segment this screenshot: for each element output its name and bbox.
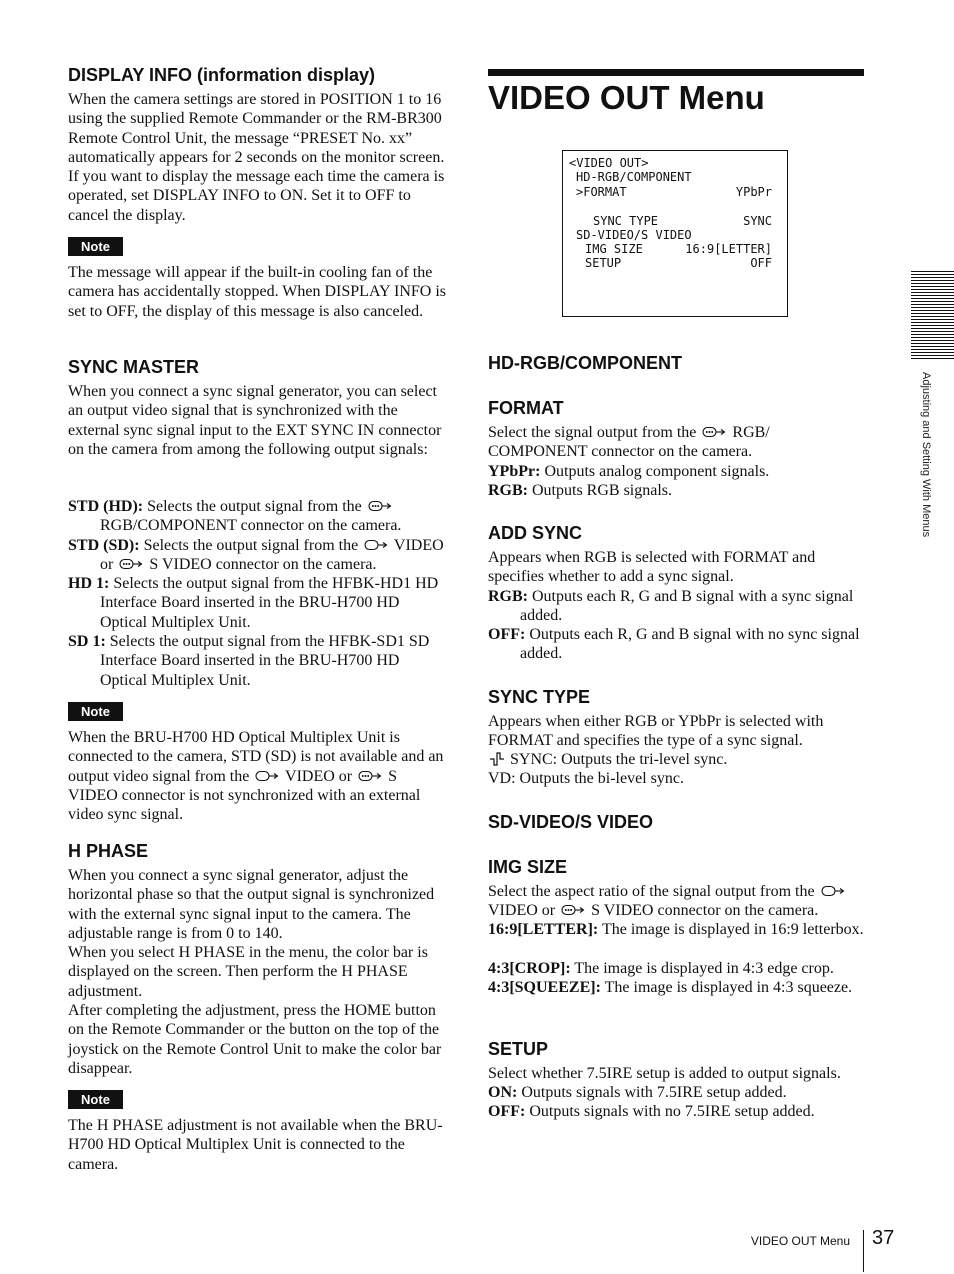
img-size-letter-item (488, 920, 866, 939)
img-size-heading: IMG SIZE (488, 857, 568, 877)
sync-type-tri-text: SYNC: Outputs the tri-level sync. (510, 751, 728, 768)
h-phase-body-1: When you connect a sync signal generator, adjust the horizontal phase so that the output signal is synchronized with the external sync signal input to the camera. The adjustable range is from 0 to 140. (68, 867, 435, 942)
img-size-squeeze-item (488, 978, 866, 997)
page-number: 37 (872, 1227, 895, 1249)
format-heading: FORMAT (488, 398, 564, 418)
format-rgb-label: RGB: (488, 482, 528, 499)
add-sync-off-label: OFF: (488, 626, 526, 643)
setup-off (488, 1102, 868, 1121)
video-out-icon (821, 885, 845, 897)
add-sync-rgb-label: RGB: (488, 588, 528, 605)
std-sd-text-2: VIDEO or (100, 537, 444, 574)
s-video-out-icon (358, 770, 382, 782)
img-size-squeeze-text: The image is displayed in 4:3 squeeze. (604, 979, 853, 996)
footer-divider (863, 1230, 864, 1272)
sync-type-heading: SYNC TYPE (488, 687, 591, 707)
page-title: VIDEO OUT Menu (488, 79, 765, 116)
osd-value-sync-type: SYNC (743, 214, 772, 228)
setup-off-label: OFF: (488, 1103, 526, 1120)
sync-master-note-text-2: VIDEO or (285, 767, 353, 785)
sd1-text: Selects the output signal from the HFBK-SD1 SD Interface Board inserted in the BRU-H700 HD Optical Multiplex Unit. (100, 633, 430, 689)
img-size-letter-label: 16:9[LETTER]: (488, 921, 599, 938)
format-body-text: Select the signal output from the (488, 424, 697, 441)
h-phase-body-3: After completing the adjustment, press the HOME button on the Remote Commander or the button on the top of the joystick on the Remote Control Unit to make the color bar disappear. (68, 1002, 442, 1077)
std-hd-label: STD (HD): (68, 498, 144, 515)
hd1-text: Selects the output signal from the HFBK-HD1 HD Interface Board inserted in the BRU-H700 HD Optical Multiplex Unit. (100, 575, 439, 631)
footer-section-label: VIDEO OUT Menu (750, 1234, 850, 1248)
std-sd-text: Selects the output signal from the (143, 537, 359, 554)
osd-line-sync-type: SYNC TYPE (593, 214, 659, 228)
side-tab-stripes (911, 270, 954, 361)
tri-level-sync-icon (488, 752, 506, 766)
sync-master-note-label: Note (68, 702, 123, 721)
display-info-body: When the camera settings are stored in POSITION 1 to 16 using the supplied Remote Commander or the RM-BR300 Remote Control Unit, the message “PRESET No. xx” automatically appears for 2 seconds on the monitor screen. If you want to display the message each time the camera is operated, set DISPLAY INFO to ON. Set it to OFF to cancel the display. (68, 91, 445, 224)
h-phase-note-body: The H PHASE adjustment is not available when the BRU-H700 HD Optical Multiplex Unit is connected to the camera. (68, 1117, 443, 1173)
sd1-item (68, 632, 446, 690)
img-size-crop-item (488, 959, 866, 978)
h-phase-note-label: Note (68, 1090, 123, 1109)
display-info-heading: DISPLAY INFO (information display) (68, 65, 376, 85)
std-hd-text: Selects the output signal from the (147, 498, 362, 515)
sync-master-note-text-3: S VIDEO connector is not synchronized with an external video sync signal. (68, 767, 421, 824)
sync-master-heading: SYNC MASTER (68, 357, 200, 377)
std-hd-text-2: RGB/COMPONENT connector on the camera. (100, 517, 402, 535)
img-size-letter-text: The image is displayed in 16:9 letterbox. (601, 921, 864, 938)
hd-rgb-heading: HD-RGB/COMPONENT (488, 353, 682, 373)
img-size-body-text: Select the aspect ratio of the signal output from the (488, 883, 815, 900)
hd1-label: HD 1: (68, 575, 110, 592)
setup-off-text: Outputs signals with no 7.5IRE setup added. (529, 1103, 815, 1120)
std-sd-text-3: S VIDEO connector on the camera. (149, 556, 377, 574)
s-video-out-icon (119, 558, 143, 570)
osd-line-setup: SETUP (585, 256, 622, 270)
sync-master-note-body (68, 728, 448, 824)
video-out-icon (255, 770, 279, 782)
title-rule (488, 69, 864, 76)
s-video-out-icon (702, 426, 726, 438)
format-rgb-text: Outputs RGB signals. (532, 482, 673, 499)
format-ypbpr-text: Outputs analog component signals. (544, 463, 770, 480)
std-hd-item (68, 497, 446, 536)
format-body-text-2: RGB/ COMPONENT connector on the camera. (488, 424, 770, 461)
img-size-crop-label: 4:3[CROP]: (488, 960, 571, 977)
h-phase-body-2: When you select H PHASE in the menu, the color bar is displayed on the screen. Then perform the H PHASE adjustment. (68, 944, 428, 1000)
format-ypbpr (488, 462, 868, 481)
format-body (488, 423, 868, 462)
format-ypbpr-label: YPbPr: (488, 463, 541, 480)
img-size-body-text-2: VIDEO or (488, 902, 556, 920)
std-sd-label: STD (SD): (68, 537, 140, 554)
sd-video-heading: SD-VIDEO/S VIDEO (488, 812, 654, 832)
s-video-out-icon (561, 904, 585, 916)
add-sync-rgb-text: Outputs each R, G and B signal with a sync signal added. (520, 588, 854, 625)
osd-value-img-size: 16:9[LETTER] (685, 242, 772, 256)
hd1-item (68, 574, 446, 632)
display-info-note-label: Note (68, 237, 123, 256)
osd-line-format: >FORMAT (576, 185, 627, 199)
img-size-body (488, 882, 868, 921)
img-size-squeeze-label: 4:3[SQUEEZE]: (488, 979, 601, 996)
setup-heading: SETUP (488, 1039, 549, 1059)
osd-line-hd-rgb: HD-RGB/COMPONENT (576, 170, 692, 184)
display-info-note-body: The message will appear if the built-in cooling fan of the camera has accidentally stopped. When DISPLAY INFO is set to OFF, the display of this message is also canceled. (68, 264, 446, 320)
sync-master-intro: When you connect a sync signal generator, you can select an output video signal that is synchronized with the external sync signal input to the EXT SYNC IN connector on the camera from among the following output signals: (68, 383, 442, 458)
setup-on (488, 1083, 868, 1102)
osd-value-format: YPbPr (735, 185, 772, 199)
osd-menu-screen (562, 150, 788, 317)
sync-type-tri-level (488, 750, 868, 769)
format-rgb (488, 481, 868, 500)
osd-line-title: <VIDEO OUT> (569, 156, 649, 170)
side-tab-label (917, 372, 933, 562)
add-sync-heading: ADD SYNC (488, 523, 583, 543)
setup-on-label: ON: (488, 1084, 518, 1101)
sync-type-vd: VD: Outputs the bi-level sync. (488, 770, 684, 787)
osd-value-setup: OFF (750, 256, 772, 270)
sync-type-body: Appears when either RGB or YPbPr is selected with FORMAT and specifies the type of a sync signal. (488, 713, 824, 750)
video-out-icon (364, 539, 388, 551)
side-tab-text: Adjusting and Setting With Menus (920, 372, 932, 538)
sd1-label: SD 1: (68, 633, 106, 650)
s-video-out-icon (368, 500, 392, 512)
osd-line-sd-video: SD-VIDEO/S VIDEO (576, 228, 692, 242)
h-phase-heading: H PHASE (68, 841, 149, 861)
std-sd-item (68, 536, 446, 575)
sync-master-note-text: When the BRU-H700 HD Optical Multiplex Unit is connected to the camera, STD (SD) is not available and an output video signal from the (68, 729, 444, 785)
add-sync-off-item (488, 625, 866, 664)
osd-line-img-size: IMG SIZE (585, 242, 643, 256)
img-size-body-text-3: S VIDEO connector on the camera. (591, 902, 819, 920)
setup-body: Select whether 7.5IRE setup is added to output signals. (488, 1065, 841, 1082)
img-size-crop-text: The image is displayed in 4:3 edge crop. (574, 960, 834, 977)
add-sync-body: Appears when RGB is selected with FORMAT and specifies whether to add a sync signal. (488, 549, 816, 586)
add-sync-off-text: Outputs each R, G and B signal with no sync signal added. (520, 626, 860, 663)
add-sync-rgb-item (488, 587, 866, 626)
setup-on-text: Outputs signals with 7.5IRE setup added. (521, 1084, 787, 1101)
